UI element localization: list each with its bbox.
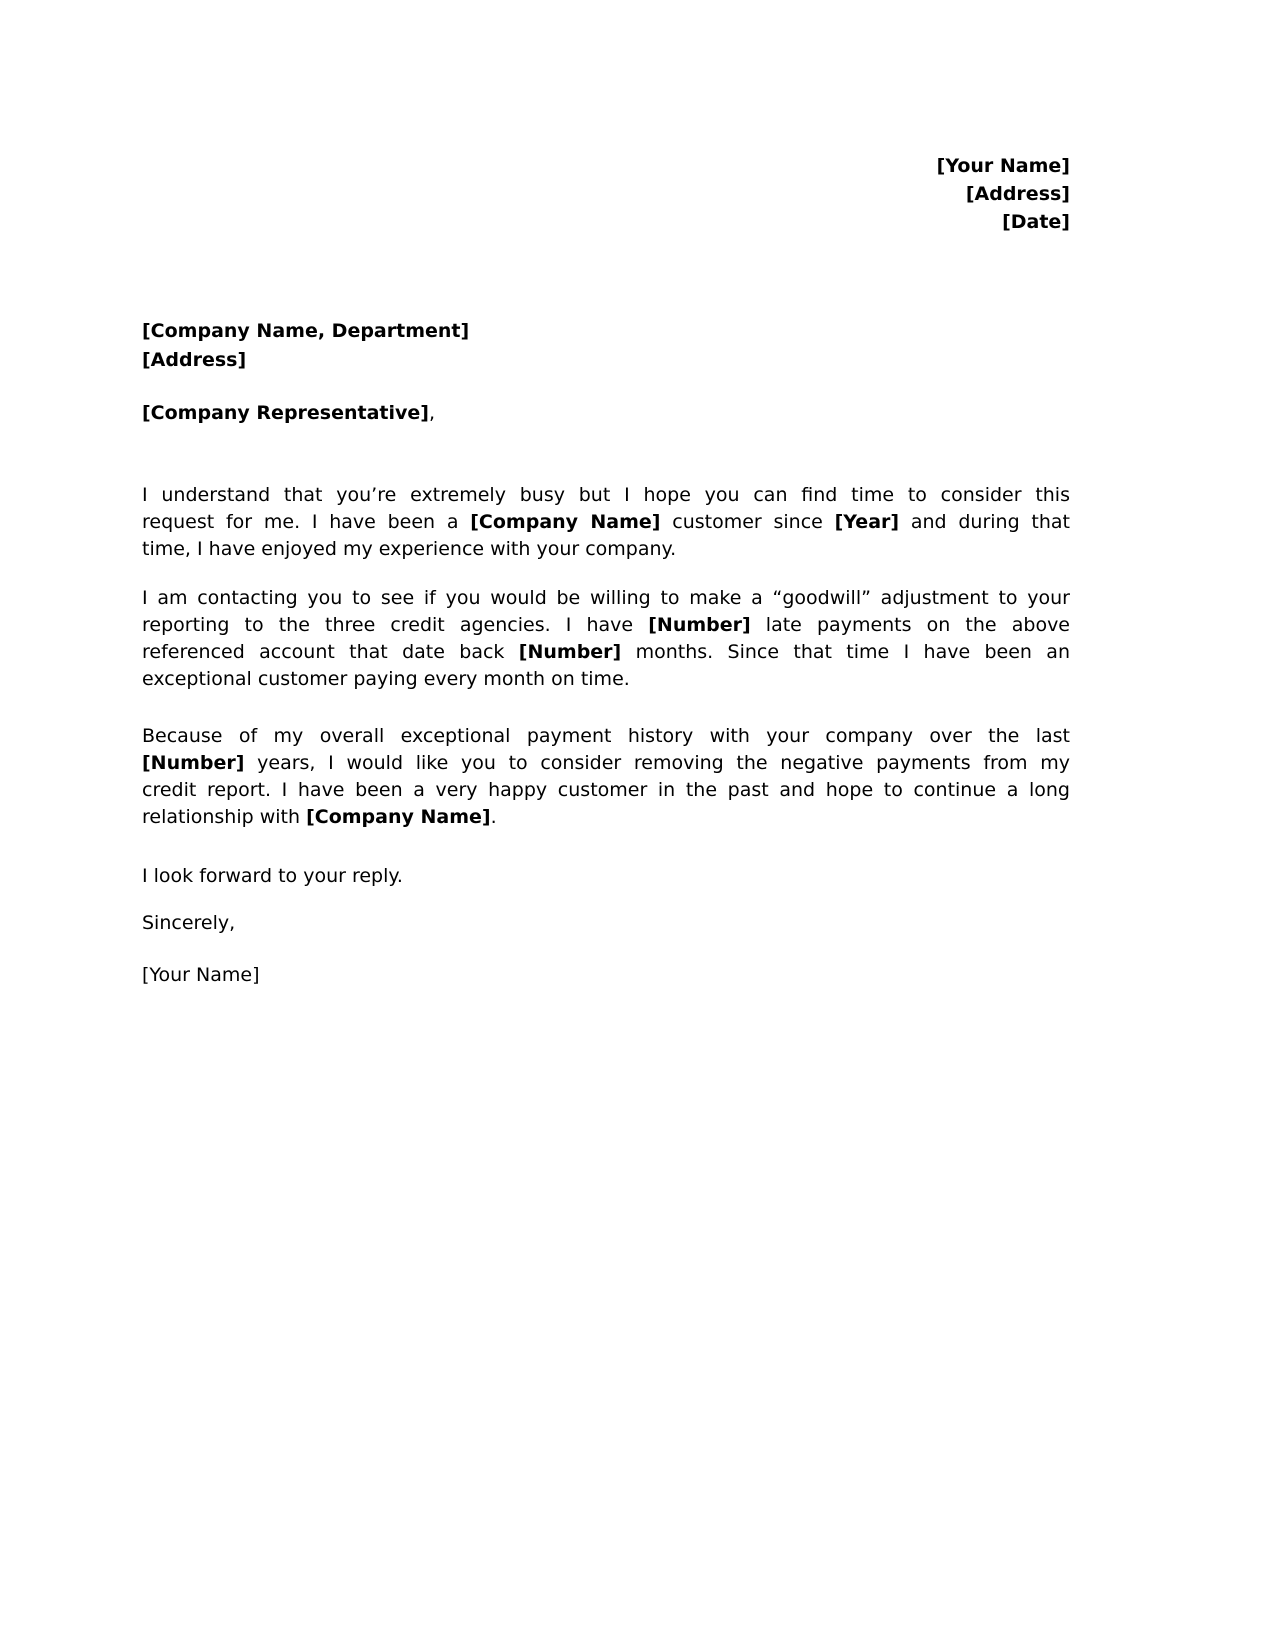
placeholder-token: [Number] bbox=[142, 752, 245, 774]
letter-line bbox=[142, 750, 1070, 777]
letter-line bbox=[142, 536, 1070, 563]
letter-line bbox=[142, 723, 1070, 750]
letter-line bbox=[142, 482, 1070, 509]
recipient-block bbox=[142, 317, 1070, 375]
letter-line bbox=[142, 777, 1070, 804]
placeholder-token: [Year] bbox=[834, 511, 900, 533]
letter-line bbox=[142, 666, 1070, 693]
placeholder-token: [Number] bbox=[518, 641, 622, 663]
placeholder-token: [Company Name] bbox=[470, 511, 661, 533]
letter-line bbox=[142, 804, 1070, 831]
letter-line bbox=[142, 639, 1070, 666]
text-segment: exceptional customer paying every month on time. bbox=[142, 668, 630, 690]
text-segment: relationship with bbox=[142, 806, 307, 828]
recipient-company: [Company Name, Department] bbox=[142, 320, 470, 342]
salutation bbox=[142, 400, 1070, 427]
sender-block bbox=[142, 152, 1070, 236]
text-segment: time, I have enjoyed my experience with your company. bbox=[142, 538, 677, 560]
placeholder-token: [Company Representative] bbox=[142, 402, 429, 424]
text-segment: , bbox=[428, 402, 436, 424]
text-segment: I am contacting you to see if you would be willing to make a “goodwill” adjustment to your bbox=[142, 587, 1070, 609]
sender-name: [Your Name] bbox=[936, 155, 1070, 177]
text-segment: I understand that you’re extremely busy but I hope you can find time to consider this bbox=[142, 484, 1070, 506]
signoff: Sincerely, bbox=[142, 912, 236, 934]
closing-look-forward: I look forward to your reply. bbox=[142, 865, 403, 887]
letter-line bbox=[142, 509, 1070, 536]
text-segment: and during that bbox=[899, 511, 1070, 533]
paragraph-request bbox=[142, 585, 1070, 693]
text-segment: months. Since that time I have been an bbox=[621, 641, 1070, 663]
signature: [Your Name] bbox=[142, 964, 260, 986]
sender-address: [Address] bbox=[965, 183, 1070, 205]
letter-line bbox=[142, 585, 1070, 612]
text-segment: years, I would like you to consider removing the negative payments from my bbox=[244, 752, 1070, 774]
text-segment: credit report. I have been a very happy customer in the past and hope to continue a long bbox=[142, 779, 1070, 801]
text-segment: customer since bbox=[660, 511, 835, 533]
text-segment: request for me. I have been a bbox=[142, 511, 471, 533]
paragraph-justification bbox=[142, 723, 1070, 831]
text-segment: reporting to the three credit agencies. I have bbox=[142, 614, 649, 636]
text-segment: Because of my overall exceptional payment history with your company over the last bbox=[142, 725, 1070, 747]
text-segment: . bbox=[490, 806, 497, 828]
recipient-address: [Address] bbox=[142, 349, 247, 371]
letter-line bbox=[142, 612, 1070, 639]
paragraph-intro bbox=[142, 482, 1070, 563]
text-segment: late payments on the above bbox=[750, 614, 1071, 636]
sender-date: [Date] bbox=[1002, 211, 1070, 233]
placeholder-token: [Company Name] bbox=[306, 806, 491, 828]
placeholder-token: [Number] bbox=[648, 614, 751, 636]
text-segment: referenced account that date back bbox=[142, 641, 519, 663]
